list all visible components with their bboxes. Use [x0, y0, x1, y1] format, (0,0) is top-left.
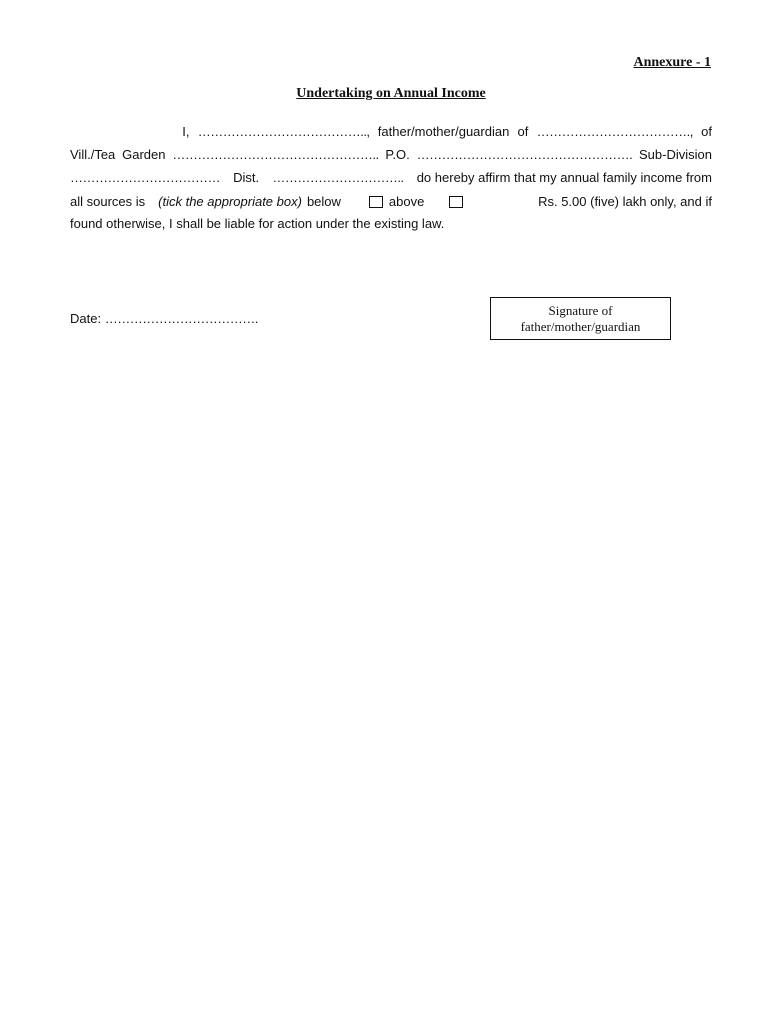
signature-label-line-1: Signature of — [548, 302, 613, 318]
post-office-blank: ……………………………………………. — [416, 147, 633, 162]
text-relation: father/mother/guardian — [377, 124, 510, 139]
paragraph-line-3 — [70, 168, 712, 188]
text-of-2: of — [701, 124, 712, 139]
paragraph-line-2 — [70, 145, 712, 165]
below-checkbox[interactable] — [369, 196, 383, 208]
text-i: I, — [182, 124, 190, 139]
signature-box — [490, 297, 671, 340]
text-of: of — [517, 124, 529, 139]
document-title: Undertaking on Annual Income — [296, 86, 486, 101]
annexure-label: Annexure - 1 — [633, 55, 711, 70]
text-below: below — [306, 194, 341, 209]
text-garden: Garden — [122, 147, 166, 162]
sub-division-blank: ……………………………… — [70, 170, 220, 185]
paragraph-line-4 — [70, 192, 712, 212]
paragraph-line-1 — [70, 122, 712, 142]
date-blank[interactable]: ………………………………. — [104, 311, 258, 326]
name-blank: ………………………………….., — [197, 124, 370, 139]
text-dist: Dist. — [233, 170, 260, 185]
date-field — [70, 309, 258, 329]
text-amount: Rs. 5.00 (five) lakh only, and if — [538, 194, 712, 209]
village-blank: ………………………………………….. — [172, 147, 379, 162]
signature-label-line-2: father/mother/guardian — [520, 318, 641, 334]
text-sub-division: Sub-Division — [639, 147, 712, 162]
date-label: Date: — [70, 311, 102, 326]
district-blank: ………………………….. — [272, 170, 404, 185]
ward-name-blank: ………………………………., — [536, 124, 693, 139]
text-po: P.O. — [385, 147, 410, 162]
text-affirm: do hereby affirm that my annual family income from — [416, 170, 712, 185]
paragraph-line-5: found otherwise, I shall be liable for action under the existing law. — [70, 216, 445, 231]
text-all-sources: all sources is — [70, 194, 146, 209]
text-above: above — [388, 194, 425, 209]
text-tick-instruction: (tick the appropriate box) — [158, 194, 302, 209]
text-vill-tea: Vill./Tea — [70, 147, 116, 162]
above-checkbox[interactable] — [449, 196, 463, 208]
